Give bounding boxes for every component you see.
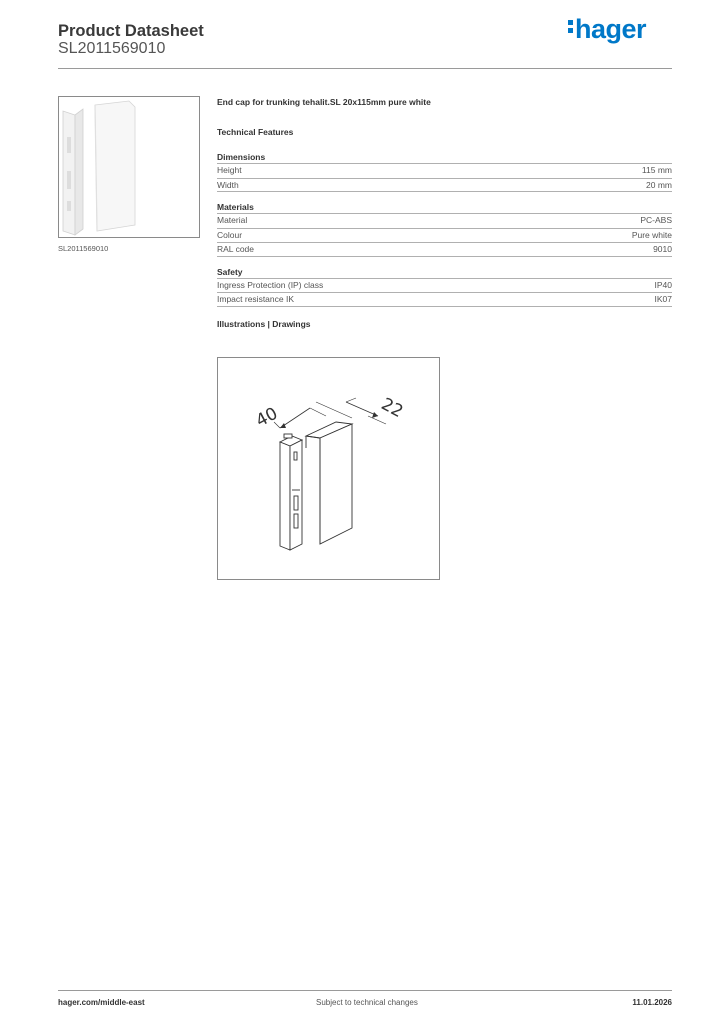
spec-row (217, 163, 672, 178)
spec-value: IP40 (654, 279, 672, 290)
illustrations-heading: Illustrations | Drawings (217, 318, 311, 329)
spec-label: Impact resistance IK (217, 294, 295, 304)
spec-row (217, 278, 672, 293)
spec-label: Material (217, 215, 248, 225)
footer-notice: Subject to technical changes (316, 998, 418, 1007)
footer-divider (58, 990, 672, 991)
spec-label: Width (217, 179, 239, 190)
logo-text: hager (575, 14, 647, 44)
spec-label: Ingress Protection (IP) class (217, 279, 324, 290)
spec-value: 9010 (653, 244, 672, 254)
logo-dots-icon (568, 17, 573, 36)
spec-label: RAL code (217, 244, 255, 254)
spec-content (217, 96, 672, 329)
section-heading: Materials (217, 202, 254, 212)
spec-value: PC-ABS (640, 215, 672, 225)
section-heading: Safety (217, 266, 243, 277)
spec-row (217, 213, 672, 228)
header-divider (58, 68, 672, 69)
end-cap-drawing-icon (218, 358, 439, 579)
page-title: Product Datasheet (58, 22, 204, 40)
spec-value: Pure white (631, 229, 672, 240)
dimension-label-a: 40 (252, 403, 282, 432)
spec-label: Colour (217, 229, 243, 240)
product-photo (58, 96, 200, 238)
spec-row (217, 178, 672, 193)
spec-value: 115 mm (641, 165, 672, 175)
product-code: SL2011569010 (58, 40, 166, 57)
section-heading: Dimensions (217, 152, 266, 162)
end-cap-photo-icon (59, 97, 199, 237)
spec-label: Height (217, 165, 242, 175)
spec-row (217, 292, 672, 307)
spec-value: 20 mm (646, 179, 672, 190)
dimensions-section (217, 152, 672, 192)
spec-row (217, 228, 672, 243)
footer-website-link[interactable]: hager.com/middle-east (58, 998, 145, 1007)
spec-row (217, 242, 672, 257)
dimension-label-b: 22 (377, 394, 407, 423)
spec-value: IK07 (654, 294, 672, 304)
photo-caption: SL2011569010 (58, 244, 109, 253)
materials-section (217, 202, 672, 257)
footer-date: 11.01.2026 (632, 998, 672, 1007)
technical-features-heading: Technical Features (217, 127, 294, 137)
product-description: End cap for trunking tehalit.SL 20x115mm pure white (217, 97, 431, 107)
hager-logo[interactable] (568, 14, 646, 45)
technical-drawing (217, 357, 440, 580)
safety-section (217, 267, 672, 307)
